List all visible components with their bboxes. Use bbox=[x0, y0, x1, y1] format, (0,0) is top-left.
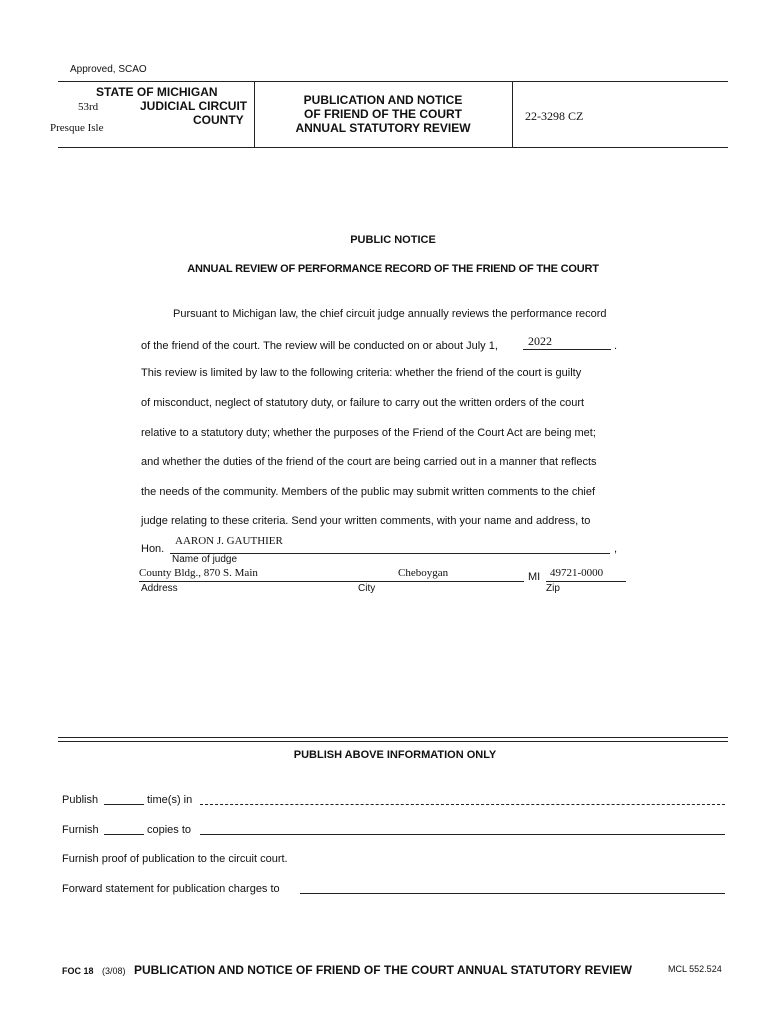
judge-address: County Bldg., 870 S. Main bbox=[139, 567, 258, 579]
times-in-label: time(s) in bbox=[147, 794, 193, 806]
publish-rule-top bbox=[58, 737, 728, 738]
publish-label: Publish bbox=[62, 794, 99, 806]
form-id: FOC 18 bbox=[62, 966, 94, 976]
judicial-circuit-label: JUDICIAL CIRCUIT bbox=[140, 99, 248, 113]
header-top-rule bbox=[58, 81, 728, 82]
judge-state: MI bbox=[528, 571, 541, 583]
line2-period: . bbox=[614, 340, 618, 352]
address-label: Address bbox=[141, 583, 178, 594]
furnish-label: Furnish bbox=[62, 824, 99, 836]
notice-line-8: judge relating to these criteria. Send your written comments, with your name and address, to bbox=[141, 515, 591, 527]
header-divider-left bbox=[254, 81, 255, 148]
judge-comma: , bbox=[614, 543, 618, 555]
zip-label: Zip bbox=[546, 583, 560, 594]
forward-statement-label: Forward statement for publication charges to bbox=[62, 883, 280, 895]
notice-line-6: and whether the duties of the friend of the court are being carried out in a manner that reflects bbox=[141, 456, 597, 468]
copies-recipient-field[interactable] bbox=[200, 834, 725, 835]
address-city-field[interactable] bbox=[139, 581, 524, 582]
case-number: 22-3298 CZ bbox=[525, 109, 584, 123]
notice-line-3: This review is limited by law to the following criteria: whether the friend of the court is guilty bbox=[141, 367, 582, 379]
publish-times-field[interactable] bbox=[104, 804, 144, 805]
city-label: City bbox=[358, 583, 376, 594]
county-name: Presque Isle bbox=[50, 122, 104, 134]
form-date: (3/08) bbox=[101, 966, 126, 976]
proof-of-publication-text: Furnish proof of publication to the circuit court. bbox=[62, 853, 288, 865]
form-footer bbox=[62, 961, 632, 979]
county-label: COUNTY bbox=[193, 113, 244, 127]
notice-heading: PUBLIC NOTICE bbox=[350, 234, 436, 246]
hon-label: Hon. bbox=[141, 543, 165, 555]
review-year-field[interactable] bbox=[523, 349, 611, 350]
judge-zip: 49721-0000 bbox=[550, 567, 604, 579]
form-title-line3: ANNUAL STATUTORY REVIEW bbox=[295, 121, 471, 135]
forward-statement-field[interactable] bbox=[300, 893, 725, 894]
notice-line-5: relative to a statutory duty; whether the purposes of the Friend of the Court Act are being met; bbox=[141, 427, 596, 439]
notice-subheading: ANNUAL REVIEW OF PERFORMANCE RECORD OF THE FRIEND OF THE COURT bbox=[187, 263, 599, 275]
form-title-line1: PUBLICATION AND NOTICE bbox=[303, 93, 463, 107]
notice-line-2: of the friend of the court. The review will be conducted on or about July 1, bbox=[141, 340, 498, 352]
judge-name: AARON J. GAUTHIER bbox=[175, 535, 283, 547]
judge-city: Cheboygan bbox=[398, 567, 449, 579]
header-divider-right bbox=[512, 81, 513, 148]
header-bottom-rule bbox=[58, 147, 728, 148]
form-title bbox=[257, 93, 509, 135]
circuit-number: 53rd bbox=[78, 101, 99, 113]
form-title-line2: OF FRIEND OF THE COURT bbox=[304, 107, 462, 121]
furnish-copies-field[interactable] bbox=[104, 834, 144, 835]
publish-heading: PUBLISH ABOVE INFORMATION ONLY bbox=[293, 749, 497, 761]
statute-reference: MCL 552.524 bbox=[668, 964, 722, 974]
zip-field[interactable] bbox=[546, 581, 626, 582]
approval-note: Approved, SCAO bbox=[70, 64, 147, 75]
judge-name-label: Name of judge bbox=[172, 554, 238, 565]
copies-to-label: copies to bbox=[147, 824, 192, 836]
review-year: 2022 bbox=[528, 334, 552, 348]
state-label: STATE OF MICHIGAN bbox=[96, 85, 218, 99]
footer-title: PUBLICATION AND NOTICE OF FRIEND OF THE COURT ANNUAL STATUTORY REVIEW bbox=[133, 963, 632, 977]
publication-name-field[interactable] bbox=[200, 804, 725, 805]
notice-line-7: the needs of the community. Members of the public may submit written comments to the chief bbox=[141, 486, 596, 498]
notice-line-4: of misconduct, neglect of statutory duty, or failure to carry out the written orders of the court bbox=[141, 397, 585, 409]
publish-rule-bottom bbox=[58, 741, 728, 742]
notice-line-1: Pursuant to Michigan law, the chief circuit judge annually reviews the performance record bbox=[173, 308, 607, 320]
